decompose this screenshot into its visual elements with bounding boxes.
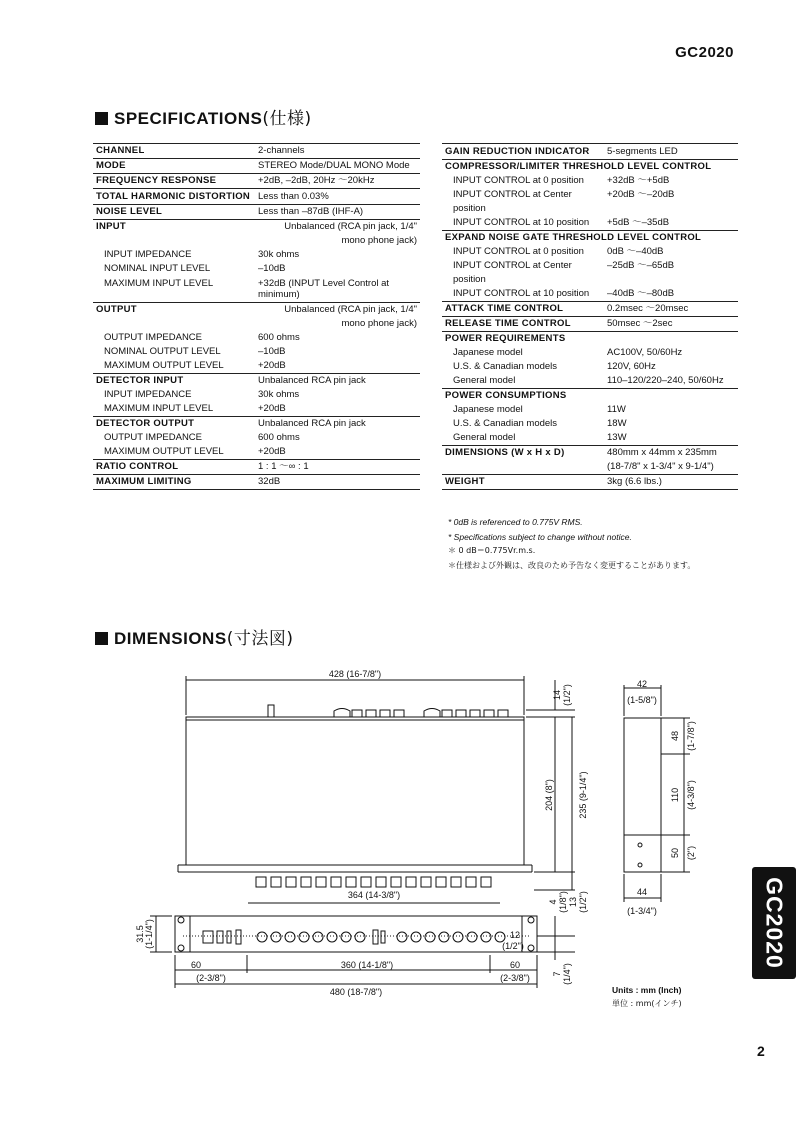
spec-value: 0.2msec ～20msec [604,302,738,317]
dim-60-right-inch: (2-3/8") [500,973,530,983]
spec-value: 30k ohms [258,249,300,260]
dim-4: 4 [548,899,558,905]
side-tab [752,867,796,979]
spec-row [93,276,420,303]
spec-label: U.S. & Canadian models [453,418,558,429]
spec-label: MAXIMUM INPUT LEVEL [104,278,214,289]
units-label-jp: 単位 : mm(インチ) [612,999,682,1008]
dim-60-left-inch: (2-3/8") [196,973,226,983]
spec-value: +5dB ～–35dB [607,217,670,228]
spec-value: 480mm x 44mm x 235mm [604,446,738,461]
spec-value: 110–120/220–240, 50/60Hz [607,375,724,386]
spec-row [93,374,420,389]
spec-value: –40dB ～–80dB [607,288,675,299]
spec-row [93,417,420,432]
spec-row [93,431,420,445]
units-label: Units : mm (Inch) [612,985,682,995]
spec-label: INPUT CONTROL at 10 position [453,217,590,228]
spec-row [93,445,420,460]
spec-value: –25dB ～–65dB [607,260,675,271]
spec-row [93,205,420,220]
dim-side-42-inch: (1-5/8") [627,695,657,705]
spec-label: MAXIMUM OUTPUT LEVEL [104,360,224,371]
spec-label: INPUT CONTROL at 0 position [453,246,584,257]
spec-label: NOISE LEVEL [93,205,255,220]
spec-row [93,248,420,262]
spec-label: WEIGHT [442,475,604,490]
spec-value: +20dB [258,446,286,457]
spec-row [93,345,420,359]
spec-label: Japanese model [453,347,523,358]
spec-value: 11W [607,404,626,415]
dim-side-44: 44 [636,887,648,897]
spec-row [442,417,738,431]
dim-13: 13 [568,896,578,908]
note-change: * Specifications subject to change without notice. [448,531,632,542]
spec-label: U.S. & Canadian models [453,361,558,372]
dim-12-inch: (1/2") [502,941,524,951]
spec-label: COMPRESSOR/LIMITER THRESHOLD LEVEL CONTROL [442,160,738,175]
spec-value: +32dB ～+5dB [607,175,670,186]
dim-depth-235: 235 (9-1/4") [578,771,588,819]
spec-value: 30k ohms [258,389,300,400]
spec-label: CHANNEL [93,144,255,159]
model-header: GC2020 [675,44,734,61]
spec-row [442,475,738,490]
spec-row [442,245,738,259]
spec-value: 3kg (6.6 lbs.) [604,475,738,490]
spec-value: 18W [607,418,627,429]
dim-4-inch: (1/8") [558,891,568,913]
spec-row [93,144,420,159]
spec-label: DIMENSIONS (W x H x D) [442,446,604,461]
spec-label: MAXIMUM OUTPUT LEVEL [104,446,224,457]
page-number: 2 [757,1043,765,1059]
spec-row [442,160,738,175]
dimensions-title: DIMENSIONS [114,629,227,648]
spec-label: General model [453,375,516,386]
dim-side-48-inch: (1-7/8") [686,721,696,751]
heading-bullet [95,632,108,645]
spec-label: NOMINAL INPUT LEVEL [104,263,211,274]
spec-label: POWER REQUIREMENTS [442,332,738,347]
spec-label: EXPAND NOISE GATE THRESHOLD LEVEL CONTROL [442,231,738,246]
spec-value: +20dB [258,403,286,414]
dimensions-heading [95,624,293,649]
spec-row [442,174,738,188]
spec-value: (18-7/8" x 1-3/4" x 9-1/4") [607,461,714,472]
spec-label: RATIO CONTROL [93,460,255,475]
dim-60-right: 60 [509,960,521,970]
spec-label: INPUT IMPEDANCE [104,249,192,260]
spec-row [442,188,738,216]
spec-row [93,402,420,417]
spec-value: +2dB, –2dB, 20Hz ～20kHz [255,174,420,189]
spec-row [93,159,420,174]
spec-label: MAXIMUM INPUT LEVEL [104,403,214,414]
top-view-body [186,717,524,865]
dim-360: 360 (14-1/8") [340,960,394,970]
dim-7: 7 [552,971,562,977]
dim-13-inch: (1/2") [578,891,588,913]
spec-row [93,475,420,490]
dim-480: 480 (18-7/8") [329,987,383,997]
dim-60-left: 60 [190,960,202,970]
spec-row [442,287,738,302]
spec-value: 0dB ～–40dB [607,246,664,257]
dim-top-14: 14 [552,689,562,701]
spec-value: –10dB [258,346,286,357]
spec-row [442,144,738,160]
spec-row [93,174,420,189]
spec-label: TOTAL HARMONIC DISTORTION [93,189,255,205]
spec-label: POWER CONSUMPTIONS [442,389,738,404]
dim-side-110-inch: (4-3/8") [686,780,696,810]
spec-value: 2-channels [255,144,420,159]
spec-label: INPUT CONTROL at Center position [453,260,572,285]
specifications-title: SPECIFICATIONS [114,109,263,128]
spec-row [442,446,738,461]
side-tab-label: GC2020 [761,877,788,969]
spec-label: OUTPUT IMPEDANCE [104,332,203,343]
spec-label: MAXIMUM LIMITING [93,475,255,490]
spec-label [442,460,604,475]
spec-label: ATTACK TIME CONTROL [442,302,604,317]
spec-row [93,303,420,332]
dim-side-48: 48 [670,730,680,742]
spec-value: 600 ohms [258,332,300,343]
spec-value: 600 ohms [258,432,300,443]
spec-table-right [442,143,738,490]
spec-value: AC100V, 50/60Hz [607,347,683,358]
spec-value: 13W [607,432,627,443]
spec-label: INPUT CONTROL at 0 position [453,175,584,186]
spec-value: 32dB [255,475,420,490]
spec-label: GAIN REDUCTION INDICATOR [442,144,604,160]
spec-value: Unbalanced (RCA pin jack, 1/4" mono phone jack) [255,220,420,249]
dim-side-42: 42 [636,679,648,689]
spec-value: +20dB [258,360,286,371]
spec-row [442,431,738,446]
spec-label: FREQUENCY RESPONSE [93,174,255,189]
spec-row [442,259,738,287]
spec-value: Unbalanced RCA pin jack [255,417,420,432]
note-0db: * 0dB is referenced to 0.775V RMS. [448,517,583,527]
spec-value: +20dB ～–20dB [607,189,675,200]
spec-value: 50msec ～2sec [604,317,738,332]
dim-top-width: 428 (16-7/8") [328,669,382,679]
spec-label: Japanese model [453,404,523,415]
dimensions-title-jp: (寸法図) [226,629,294,649]
dim-side-50-inch: (2") [686,845,696,861]
spec-value: 5-segments LED [604,144,738,160]
dim-height-315: 31.5 [135,925,145,943]
spec-row [442,302,738,317]
dimensions-drawing [0,650,796,1010]
spec-value: Less than 0.03% [255,189,420,205]
side-view-body [624,718,661,872]
note-0db-jp: ＊ 0 dB＝0.775Vr.m.s. [448,546,536,555]
spec-row [442,346,738,360]
spec-label: NOMINAL OUTPUT LEVEL [104,346,221,357]
spec-table-left [93,143,420,490]
spec-label: RELEASE TIME CONTROL [442,317,604,332]
spec-label: OUTPUT [93,303,255,332]
spec-row [93,262,420,276]
spec-label: INPUT IMPEDANCE [104,389,192,400]
spec-label: INPUT CONTROL at 10 position [453,288,590,299]
spec-value: STEREO Mode/DUAL MONO Mode [255,159,420,174]
spec-label: General model [453,432,516,443]
spec-label: INPUT [93,220,255,249]
spec-label: OUTPUT IMPEDANCE [104,432,203,443]
dim-side-50: 50 [670,847,680,859]
note-change-jp: ＊仕様および外観は、改良のため予告なく変更することがあります。 [448,560,696,570]
spec-value: Less than –87dB (IHF-A) [255,205,420,220]
dim-12: 12 [509,930,521,940]
dim-top-14-inch: (1/2") [562,684,572,706]
spec-row [442,460,738,475]
units-note [612,983,682,1011]
dim-height-315-inch: (1-1/4") [144,919,154,949]
spec-value: 1 : 1 ～∞ : 1 [255,460,420,475]
spec-row [93,220,420,249]
spec-row [93,460,420,475]
spec-row [93,359,420,374]
spec-value: Unbalanced (RCA pin jack, 1/4" mono phone jack) [255,303,420,332]
spec-row [442,216,738,231]
spec-row [442,389,738,404]
dim-side-110: 110 [670,787,680,803]
spec-value: +32dB (INPUT Level Control at minimum) [258,278,390,300]
spec-label: INPUT CONTROL at Center position [453,189,572,214]
spec-row [93,388,420,402]
spec-row [442,360,738,374]
spec-row [93,189,420,205]
spec-row [442,403,738,417]
dim-7-inch: (1/4") [562,963,572,985]
spec-value: 120V, 60Hz [607,361,656,372]
spec-value: –10dB [258,263,286,274]
dim-side-44-inch: (1-3/4") [627,906,657,916]
spec-label: DETECTOR OUTPUT [93,417,255,432]
dim-depth-204: 204 (8") [544,779,554,811]
heading-bullet [95,112,108,125]
spec-notes [448,515,695,573]
specifications-title-jp: (仕様) [262,109,312,129]
spec-row [442,374,738,389]
spec-label: DETECTOR INPUT [93,374,255,389]
spec-label: MODE [93,159,255,174]
dim-width-364: 364 (14-3/8") [347,890,401,900]
spec-row [93,331,420,345]
spec-row [442,317,738,332]
spec-value: Unbalanced RCA pin jack [255,374,420,389]
specifications-heading [95,104,312,129]
spec-row [442,231,738,246]
spec-row [442,332,738,347]
